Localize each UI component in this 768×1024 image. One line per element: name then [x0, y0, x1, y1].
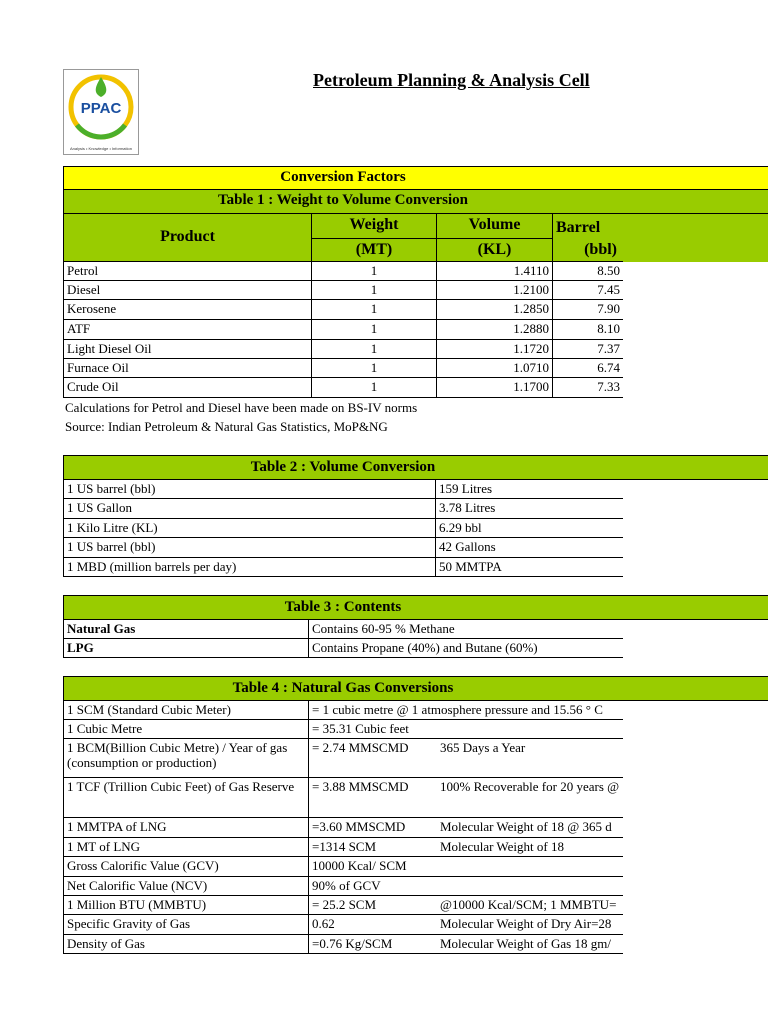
weight-cell: 1 [312, 281, 437, 300]
content-name: Natural Gas [63, 620, 309, 639]
gas-unit-label: Specific Gravity of Gas [63, 915, 309, 935]
content-value: Contains 60-95 % Methane [309, 620, 623, 639]
gas-unit-label: 1 BCM(Billion Cubic Metre) / Year of gas (consumption or production) [63, 739, 309, 778]
gas-unit-label: 1 SCM (Standard Cubic Meter) [63, 701, 309, 720]
gas-unit-note [437, 877, 623, 896]
table2-title: Table 2 : Volume Conversion [250, 459, 436, 475]
gas-unit-label: 1 Cubic Metre [63, 720, 309, 739]
gas-unit-note [437, 857, 623, 877]
volume-unit-label: 1 MBD (million barrels per day) [63, 558, 436, 577]
gas-unit-label: Density of Gas [63, 935, 309, 954]
gas-unit-value: = 3.88 MMSCMD [309, 778, 437, 818]
volume-unit-value: 42 Gallons [436, 538, 623, 558]
gas-unit-note: 365 Days a Year [437, 739, 623, 778]
table4-title: Table 4 : Natural Gas Conversions [232, 680, 454, 696]
table-row [63, 639, 623, 658]
table-row [63, 857, 623, 877]
volume-cell: 1.2880 [437, 320, 553, 340]
weight-cell: 1 [312, 340, 437, 359]
section-title-band [63, 166, 768, 190]
table1-source: Source: Indian Petroleum & Natural Gas Statistics, MoP&NG [65, 419, 388, 434]
table-row [63, 720, 623, 739]
logo-text: PPAC [80, 100, 122, 117]
table-row [63, 739, 623, 778]
gas-unit-label: 1 MT of LNG [63, 838, 309, 857]
barrel-cell: 7.45 [553, 281, 623, 300]
gas-unit-label: 1 Million BTU (MMBTU) [63, 896, 309, 915]
table-row [63, 480, 623, 499]
content-name: LPG [63, 639, 309, 658]
table-row [63, 877, 623, 896]
ppac-logo [63, 69, 139, 155]
table3-title-band [63, 595, 768, 620]
weight-cell: 1 [312, 262, 437, 281]
volume-unit-label: 1 Kilo Litre (KL) [63, 519, 436, 538]
table2-title-band [63, 455, 768, 480]
barrel-cell: 8.10 [553, 320, 623, 340]
volume-unit-label: 1 US Gallon [63, 499, 436, 519]
table-row [63, 818, 623, 838]
volume-cell: 1.4110 [437, 262, 553, 281]
section-title: Conversion Factors [280, 169, 406, 185]
logo-tagline: Analysis • Knowledge • Information [70, 146, 132, 151]
table-row [63, 300, 623, 320]
gas-unit-value: 10000 Kcal/ SCM [309, 857, 437, 877]
product-cell: Furnace Oil [63, 359, 312, 378]
weight-cell: 1 [312, 359, 437, 378]
product-header-cell [63, 214, 312, 262]
volume-unit-value: 6.29 bbl [436, 519, 623, 538]
gas-unit-value: = 25.2 SCM [309, 896, 437, 915]
volume-unit-value: 50 MMTPA [436, 558, 623, 577]
volume-unit-label: 1 US barrel (bbl) [63, 480, 436, 499]
barrel-header-cell [553, 214, 623, 262]
gas-unit-note: Molecular Weight of 18 [437, 838, 623, 857]
gas-unit-value: 90% of GCV [309, 877, 437, 896]
weight-header: Weight [349, 216, 399, 233]
product-cell: Crude Oil [63, 378, 312, 398]
weight-cell: 1 [312, 378, 437, 398]
table1-note: Calculations for Petrol and Diesel have been made on BS-IV norms [65, 400, 418, 415]
volume-cell: 1.0710 [437, 359, 553, 378]
table-row [63, 262, 623, 281]
volume-unit: (KL) [477, 241, 512, 258]
weight-header-cell [312, 214, 437, 262]
volume-unit-label: 1 US barrel (bbl) [63, 538, 436, 558]
table-row [63, 915, 623, 935]
volume-unit-value: 159 Litres [436, 480, 623, 499]
barrel-cell: 8.50 [553, 262, 623, 281]
volume-cell: 1.2100 [437, 281, 553, 300]
product-cell: Petrol [63, 262, 312, 281]
gas-unit-value: =3.60 MMSCMD [309, 818, 437, 838]
table-row [63, 701, 623, 720]
product-header: Product [160, 228, 215, 245]
volume-cell: 1.2850 [437, 300, 553, 320]
table4-title-band [63, 676, 768, 701]
product-cell: Light Diesel Oil [63, 340, 312, 359]
volume-header-cell [437, 214, 553, 262]
table-row [63, 519, 623, 538]
volume-unit-value: 3.78 Litres [436, 499, 623, 519]
product-cell: Kerosene [63, 300, 312, 320]
gas-unit-value: =0.76 Kg/SCM [309, 935, 437, 954]
table-row [63, 558, 623, 577]
barrel-cell: 7.90 [553, 300, 623, 320]
table-row [63, 896, 623, 915]
gas-unit-value: = 2.74 MMSCMD [309, 739, 437, 778]
barrel-cell: 7.37 [553, 340, 623, 359]
gas-unit-value: = 1 cubic metre @ 1 atmosphere pressure and 15.56 ° C [309, 701, 623, 720]
table-row [63, 320, 623, 340]
weight-unit: (MT) [355, 241, 393, 258]
barrel-cell: 7.33 [553, 378, 623, 398]
table1-title: Table 1 : Weight to Volume Conversion [217, 192, 469, 208]
table-row [63, 838, 623, 857]
table1-title-band [63, 190, 768, 214]
gas-unit-label: 1 TCF (Trillion Cubic Feet) of Gas Reserve [63, 778, 309, 818]
table-row [63, 340, 623, 359]
table-row [63, 620, 623, 639]
table-row [63, 499, 623, 519]
barrel-unit: (bbl) [584, 241, 617, 258]
table-row [63, 935, 623, 954]
gas-unit-value: 0.62 [309, 915, 437, 935]
barrel-cell: 6.74 [553, 359, 623, 378]
content-value: Contains Propane (40%) and Butane (60%) [309, 639, 623, 658]
table1-band-extension [623, 214, 768, 262]
table3-title: Table 3 : Contents [284, 599, 402, 615]
volume-cell: 1.1700 [437, 378, 553, 398]
table1-header [63, 214, 623, 262]
gas-unit-value: = 35.31 Cubic feet [309, 720, 623, 739]
table-row [63, 778, 623, 818]
gas-unit-note: @10000 Kcal/SCM; 1 MMBTU= [437, 896, 623, 915]
gas-unit-label: 1 MMTPA of LNG [63, 818, 309, 838]
product-cell: ATF [63, 320, 312, 340]
volume-header: Volume [468, 216, 521, 233]
product-cell: Diesel [63, 281, 312, 300]
gas-unit-value: =1314 SCM [309, 838, 437, 857]
gas-unit-label: Gross Calorific Value (GCV) [63, 857, 309, 877]
gas-unit-note: Molecular Weight of 18 @ 365 d [437, 818, 623, 838]
table-row [63, 378, 623, 398]
table-row [63, 359, 623, 378]
volume-cell: 1.1720 [437, 340, 553, 359]
table-row [63, 538, 623, 558]
weight-cell: 1 [312, 320, 437, 340]
gas-unit-label: Net Calorific Value (NCV) [63, 877, 309, 896]
gas-unit-note: 100% Recoverable for 20 years @ [437, 778, 623, 818]
barrel-header: Barrel [556, 219, 601, 236]
table-row [63, 281, 623, 300]
gas-unit-note: Molecular Weight of Gas 18 gm/ [437, 935, 623, 954]
gas-unit-note: Molecular Weight of Dry Air=28 [437, 915, 623, 935]
weight-cell: 1 [312, 300, 437, 320]
page-title: Petroleum Planning & Analysis Cell [313, 70, 590, 90]
